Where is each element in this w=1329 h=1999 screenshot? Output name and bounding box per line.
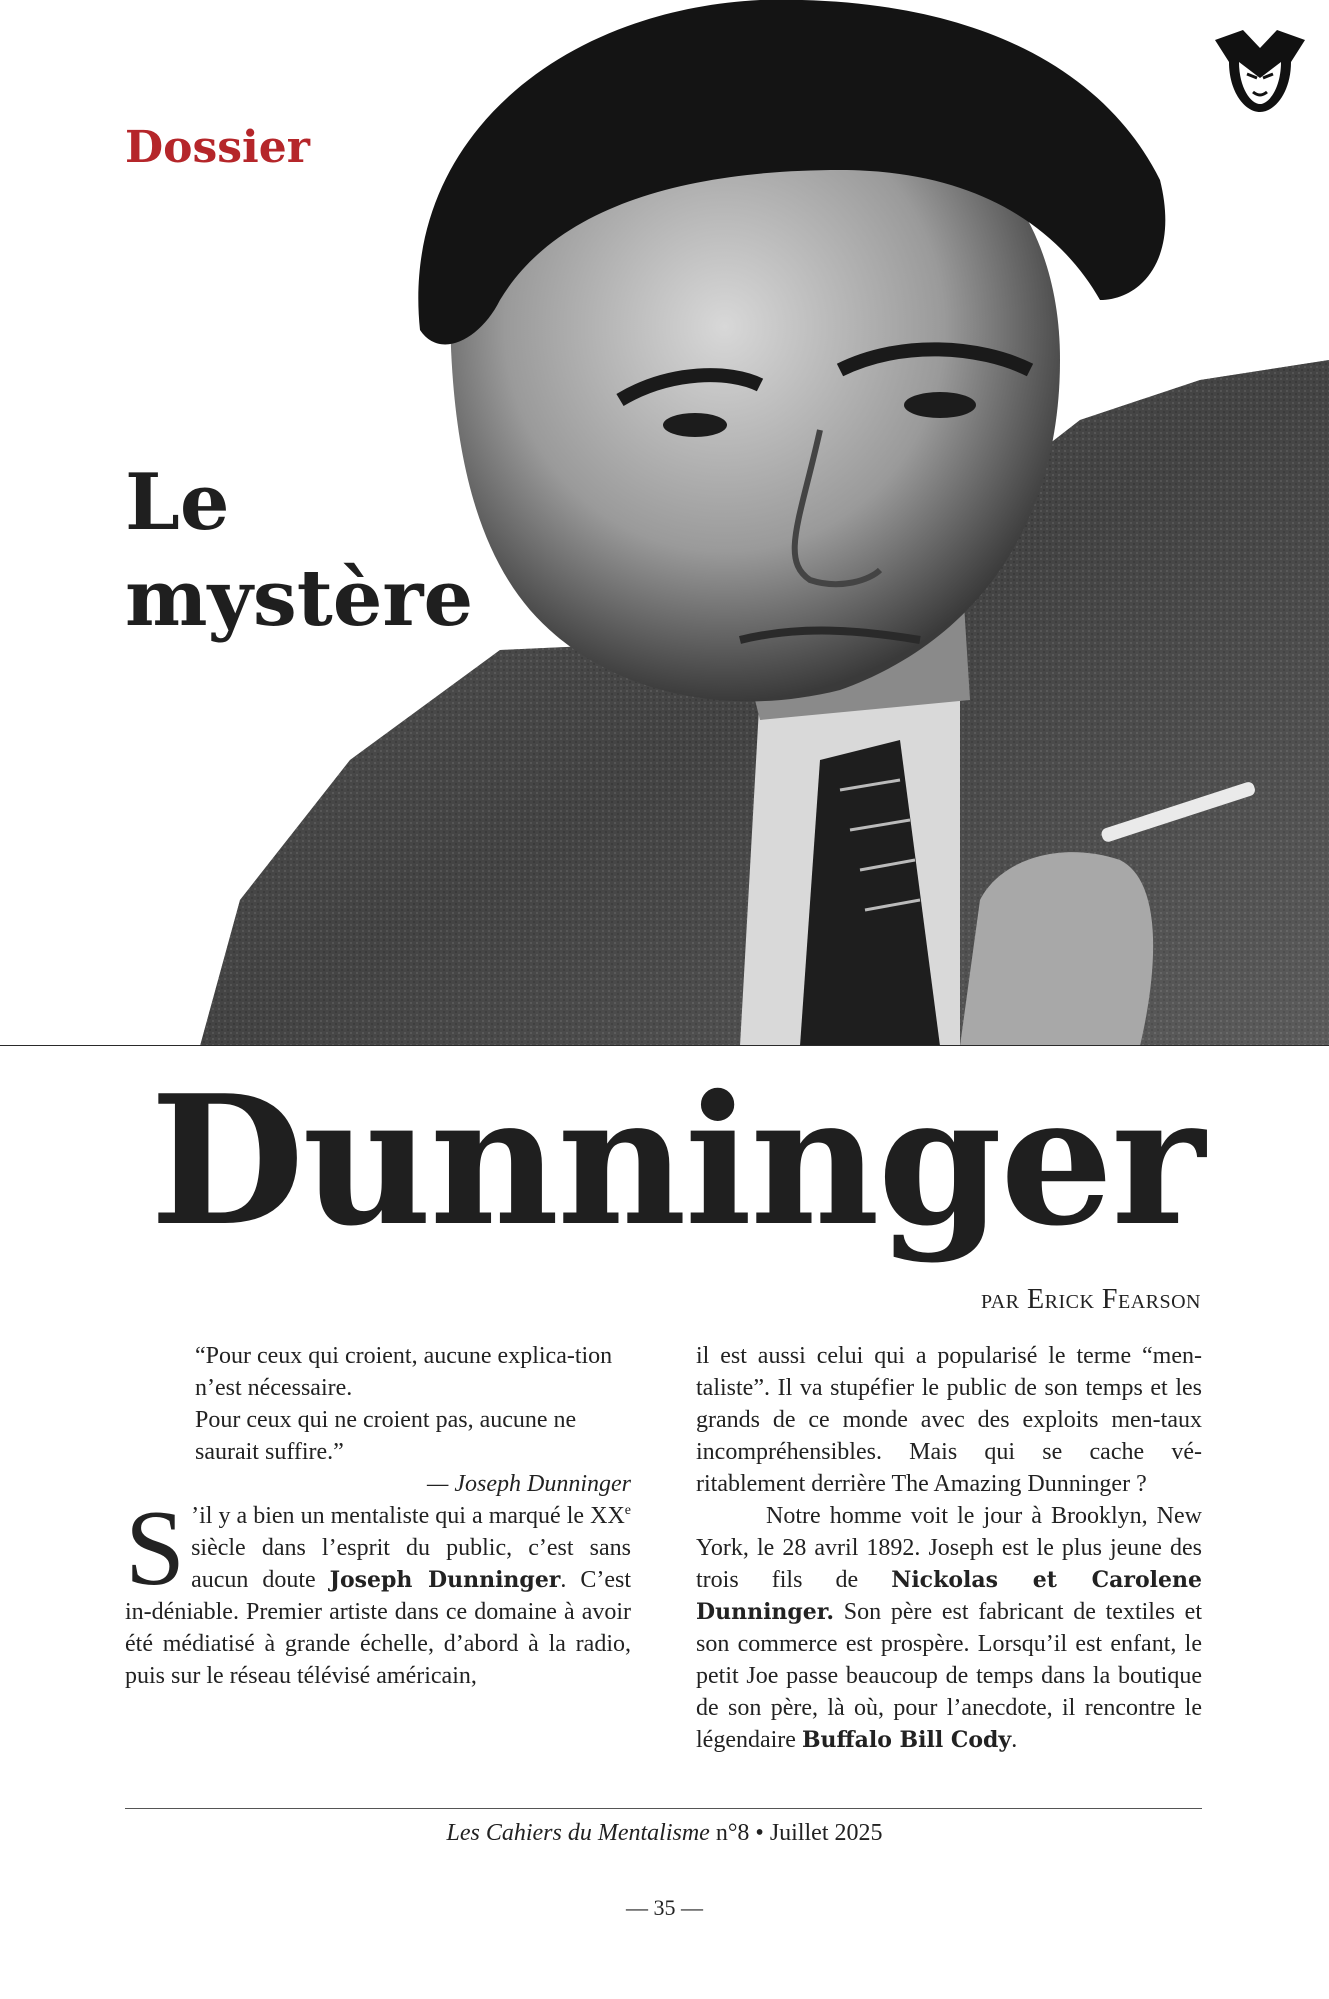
- intro-paragraph: [125, 1489, 631, 1692]
- publication-name: Les Cahiers du Mentalisme: [446, 1820, 710, 1846]
- issue-info: n°8 • Juillet 2025: [709, 1820, 883, 1846]
- byline: par Erick Fearson: [980, 1284, 1201, 1315]
- intro-paragraph-continued: il est aussi celui qui a popularisé le terme “men-taliste”. Il va stupéfier le public de son temps et les grands de ce monde avec des exploits men-taux incompréhensibles. Mais qui se cache vé-ritablement derrière The Amazing Dunninger ?: [696, 1343, 1202, 1497]
- superscript: e: [624, 1503, 631, 1518]
- body-paragraph-2: [696, 1500, 1202, 1756]
- text-run: . C’est in-déniable. Premier artiste dans ce domaine à avoir été médiatisé à grande échelle, d’abord à la radio, puis sur le réseau télévisé américain,: [125, 1567, 631, 1689]
- devil-face-icon: [1213, 22, 1307, 116]
- column-left: [125, 1340, 631, 1692]
- text-run: ’il y a bien un mentaliste qui a marqué le XX: [191, 1503, 625, 1529]
- text-run: .: [1011, 1727, 1018, 1753]
- section-label: Dossier: [125, 122, 310, 173]
- quote-line-2: Pour ceux qui ne croient pas, aucune ne saurait suffire.”: [195, 1407, 577, 1465]
- title-line-2: mystère: [125, 553, 474, 644]
- dropcap: S: [125, 1489, 186, 1608]
- footer: [0, 1820, 1329, 1847]
- bold-name: Buffalo Bill Cody: [801, 1727, 1012, 1753]
- quote-line-1: “Pour ceux qui croient, aucune explica-tion n’est nécessaire.: [195, 1343, 613, 1401]
- text-run: Notre homme voit le jour à Brooklyn, New York, le 28 avril 1892. Joseph est le plus jeune des trois fils de: [696, 1503, 1202, 1593]
- text-run: Son père est fabricant de textiles et son commerce est prospère. Lorsqu’il est enfant, le petit Joe passe beaucoup de temps dans la boutique de son père, là où, pour l’anecdote, il rencontre le légendaire: [696, 1599, 1202, 1753]
- title-prefix: [125, 455, 473, 647]
- bold-name: Nickolas et Carolene Dunninger.: [696, 1567, 1202, 1625]
- devil-face-logo: [1213, 22, 1307, 116]
- quote-author: — Joseph Dunninger: [427, 1471, 631, 1497]
- footer-rule: [125, 1808, 1202, 1809]
- page-number: — 35 —: [626, 1895, 703, 1920]
- column-right: [696, 1340, 1202, 1756]
- epigraph-quote: [195, 1340, 631, 1500]
- photo-bottom-rule: [0, 1045, 1329, 1046]
- page-title: Dunninger: [150, 1056, 1204, 1265]
- title-line-1: Le: [125, 457, 230, 548]
- bold-name: Joseph Dunninger: [329, 1567, 561, 1593]
- text-run: siècle dans l’esprit du public, c’est sans aucun doute: [191, 1535, 631, 1593]
